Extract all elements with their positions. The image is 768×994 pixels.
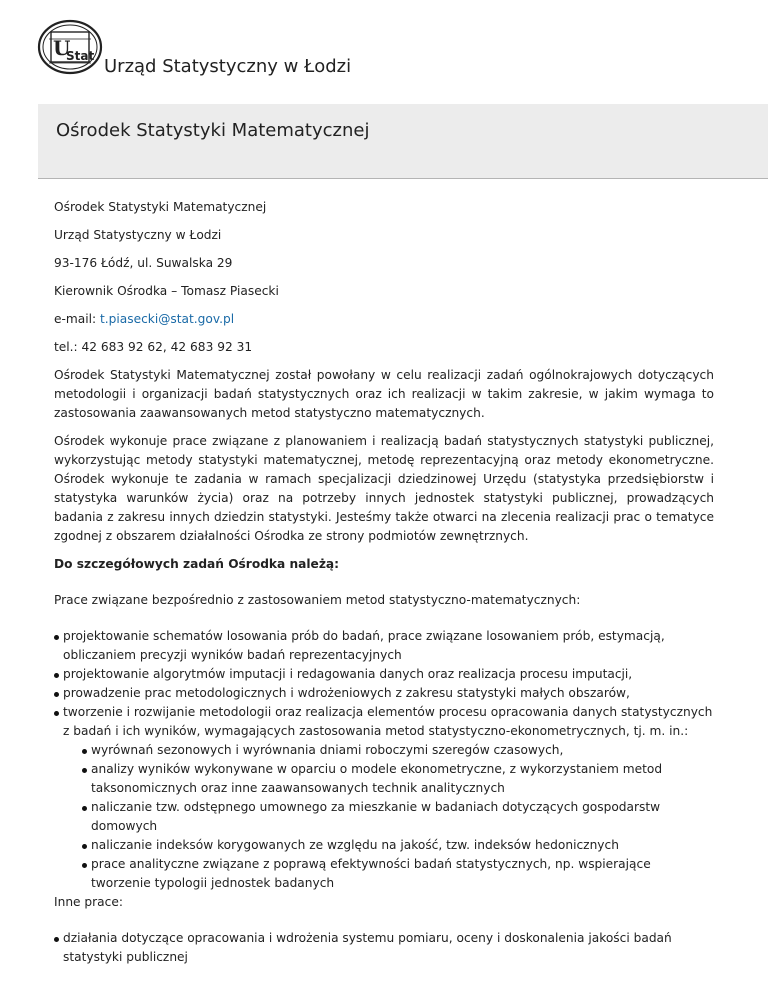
list-item: wyrównań sezonowych i wyrównania dniami roboczymi szeregów czasowych, [82,741,714,760]
contact-phone: tel.: 42 683 92 62, 42 683 92 31 [54,340,253,354]
list-item: projektowanie algorytmów imputacji i redagowania danych oraz realizacja procesu imputacji, [54,665,714,684]
contact-office: Urząd Statystyczny w Łodzi [54,228,222,242]
contact-email [54,310,714,329]
contact-head: Kierownik Ośrodka – Tomasz Piasecki [54,284,279,298]
tasks-list [54,627,714,893]
tasks-intro: Prace związane bezpośrednio z zastosowaniem metod statystyczno-matematycznych: [54,593,581,607]
list-item [54,703,714,893]
tasks-heading [54,555,714,574]
list-item: działania dotyczące opracowania i wdrożenia systemu pomiaru, oceny i doskonalenia jakości badań statystyki publicznej [54,929,714,967]
svg-text:Stat: Stat [66,49,95,63]
list-item: projektowanie schematów losowania prób do badań, prace związane losowaniem prób, estymacją, obliczaniem precyzji wyników badań reprezentacyjnych [54,627,714,665]
intro-paragraph: Ośrodek Statystyki Matematycznej został powołany w celu realizacji zadań ogólnokrajowych dotyczących metodologii i organizacji badań statystycznych oraz ich realizacji w takim zakresie, w jakim wymaga to zastosowania zaawansowanych metod statystyczno matematycznych. [54,368,714,420]
subtasks-list [82,741,714,893]
page-title-banner [38,104,768,179]
main-content [54,198,714,967]
list-item: naliczanie indeksów korygowanych ze względu na jakość, tzw. indeksów hedonicznych [82,836,714,855]
page-header [0,0,768,104]
contact-address: 93-176 Łódź, ul. Suwalska 29 [54,256,233,270]
organization-name: Urząd Statystyczny w Łodzi [104,56,352,77]
email-link[interactable]: t.piasecki@stat.gov.pl [100,312,235,326]
page-title: Ośrodek Statystyki Matematycznej [56,120,370,141]
list-item-text: tworzenie i rozwijanie metodologii oraz realizacja elementów procesu opracowania danych statystycznych z badań i ich wyników, wymagających zastosowania metod statystyczno-ekonometrycznych, tj. m. in.: [63,705,713,738]
contact-name: Ośrodek Statystyki Matematycznej [54,200,267,214]
list-item: analizy wyników wykonywane w oparciu o modele ekonometryczne, z wykorzystaniem metod taksonomicznych oraz inne zaawansowanych technik analitycznych [82,760,714,798]
list-item: prace analityczne związane z poprawą efektywności badań statystycznych, np. wspierające tworzenie typologii jednostek badanych [82,855,714,893]
tasks-heading-text: Do szczegółowych zadań Ośrodka należą: [54,557,340,571]
list-item: naliczanie tzw. odstępnego umownego za mieszkanie w badaniach dotyczących gospodarstw domowych [82,798,714,836]
email-label: e-mail: [54,312,100,326]
list-item: prowadzenie prac metodologicznych i wdrożeniowych z zakresu statystyki małych obszarów, [54,684,714,703]
other-tasks-list [54,929,714,967]
ustat-logo[interactable] [37,19,103,75]
svg-text:U: U [53,36,71,60]
other-heading: Inne prace: [54,895,123,909]
description-paragraph: Ośrodek wykonuje prace związane z planowaniem i realizacją badań statystycznych statystyki publicznej, wykorzystując metody statystyki matematycznej, metodę reprezentacyjną oraz metody ekonometryczne. Ośrodek wykonuje te zadania w ramach specjalizacji dziedzinowej Urzędu (statystyka przedsiębiorstw i statystyka warunków życia) oraz na potrzeby innych jednostek statystyki publicznej, prowadzących badania z zakresu innych dziedzin statystyki. Jesteśmy także otwarci na zlecenia realizacji prac o tematyce zgodnej z obszarem działalności Ośrodka ze strony podmiotów zewnętrznych. [54,434,714,543]
